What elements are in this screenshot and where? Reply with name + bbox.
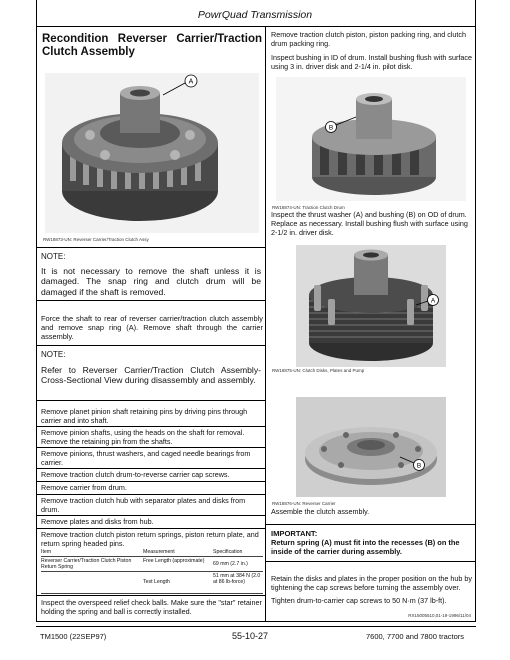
spec-header-item: Item [41, 549, 52, 555]
right-para-2: Inspect bushing in ID of drum. Install bushing flush with surface using 3 in. driver disk and 2-1/4 in. pilot disk. [271, 53, 472, 71]
step-force-shaft: Force the shaft to rear of reverser carrier/traction clutch assembly and remove snap ring (A). Remove shaft through the carrier assembly. [41, 314, 263, 341]
right-column [266, 27, 476, 622]
note-text-2: Refer to Reverser Carrier/Traction Clutch Assembly-Cross-Sectional View during disassembly and assembly. [41, 365, 261, 386]
figure-traction-clutch-drum [276, 77, 466, 201]
spec-header-specification: Specification [213, 549, 243, 555]
step-rule [37, 447, 265, 448]
right-rule [266, 561, 476, 562]
right-para-1: Remove traction clutch piston, piston packing ring, and clutch drum packing ring. [271, 30, 466, 48]
step-2: Remove pinion shafts, using the heads on the shaft for removal. Remove the retaining pin from the shafts. [41, 428, 245, 446]
spec-measurement-free: Free Length (approximate) [143, 558, 205, 564]
left-column [36, 27, 266, 622]
figure-clutch-disks-plates [296, 245, 446, 367]
step-5: Remove carrier from drum. [41, 483, 127, 492]
step-rule [37, 494, 265, 495]
carrier-illustration [296, 397, 446, 497]
note-box-2 [37, 345, 265, 401]
figure-reverser-carrier-assembly [45, 73, 259, 233]
spec-item-spring: Reverser Carrier/Traction Clutch Piston Return Spring [41, 558, 132, 570]
step-rule [37, 528, 265, 529]
right-para-5: Retain the disks and plates in the proper position on the hub by tightening the cap screws before turning the assembly over. [271, 574, 472, 592]
step-inspect-balls: Inspect the overspeed relief check balls. Make sure the "star" retainer holding the spring and ball is correctly installed. [41, 598, 262, 616]
callout-b: B [328, 124, 334, 132]
figure3-caption: RW18875-UN: Clutch Disks, Plates and Pump [272, 368, 365, 373]
right-para-3: Inspect the thrust washer (A) and bushing (B) on OD of drum. Replace as necessary. Install bushing flush with surface using 2-1/2 in. driver disk. [271, 210, 468, 237]
reference-code: RX15005510,01-19-1996/11/04 [408, 613, 471, 618]
figure2-caption: RW18874-UN: Traction Clutch Drum [272, 205, 345, 210]
step-7: Remove plates and disks from hub. [41, 517, 154, 526]
right-para-6: Tighten drum-to-carrier cap screws to 50 N·m (37 lb-ft). [271, 596, 447, 605]
clutch-assembly-illustration [45, 73, 259, 233]
note-label-1: NOTE: [41, 252, 66, 261]
step-rule [37, 426, 265, 427]
disks-illustration [296, 245, 446, 367]
step-4: Remove traction clutch drum-to-reverse carrier cap screws. [41, 470, 230, 479]
figure-reverser-carrier [296, 397, 446, 497]
note-label-2: NOTE: [41, 350, 66, 359]
important-text: Return spring (A) must fit into the recesses (B) on the inside of the carrier during assembly. [271, 538, 460, 556]
figure1-caption: RW18873-UN: Reverser Carrier/Traction Clutch Assy [43, 237, 149, 242]
spec-value-test: 51 mm at 384 N (2.0 at 86 lb-force) [213, 573, 261, 585]
section-title: Recondition Reverser Carrier/Traction Clutch Assembly [42, 33, 262, 58]
step-3: Remove pinions, thrust washers, and caged needle bearings from carrier. [41, 449, 251, 467]
callout-a2: A [430, 297, 436, 305]
spec-header-measurement: Measurement [143, 549, 175, 555]
callout-a: A [188, 78, 194, 86]
spec-line [41, 593, 263, 594]
spec-line [41, 556, 263, 557]
footer-rule [36, 626, 476, 627]
spec-measurement-test: Test Length [143, 579, 170, 585]
footer-page-number: 55-10-27 [232, 631, 269, 641]
step-rule [37, 481, 265, 482]
right-para-4: Assemble the clutch assembly. [271, 507, 370, 516]
footer-left: TM1500 (22SEP97) [40, 632, 107, 641]
step-rule [37, 468, 265, 469]
important-label: IMPORTANT: [271, 529, 318, 538]
note-text-1: It is not necessary to remove the shaft unless it is damaged. The snap ring and clutch drum will be damaged if the shaft is removed. [41, 266, 261, 297]
drum-illustration [276, 77, 466, 201]
spec-value-free: 69 mm (2.7 in.) [213, 561, 248, 567]
figure4-caption: RW18876-UN: Reverser Carrier [272, 501, 336, 506]
right-rule [266, 524, 476, 525]
header-title: PowrQuad Transmission [197, 9, 313, 21]
step-rule [37, 595, 265, 596]
spec-line [41, 571, 263, 572]
step-8: Remove traction clutch piston return springs, piston return plate, and return spring headed pins. [41, 530, 259, 548]
footer-right: 7600, 7700 and 7800 tractors [366, 632, 464, 641]
step-6: Remove traction clutch hub with separator plates and disks from drum. [41, 496, 246, 514]
step-1: Remove planet pinion shaft retaining pins by driving pins through carrier and into shaft. [41, 407, 248, 425]
step-rule [37, 515, 265, 516]
callout-b2: B [416, 462, 422, 470]
note-box-1 [37, 247, 265, 301]
